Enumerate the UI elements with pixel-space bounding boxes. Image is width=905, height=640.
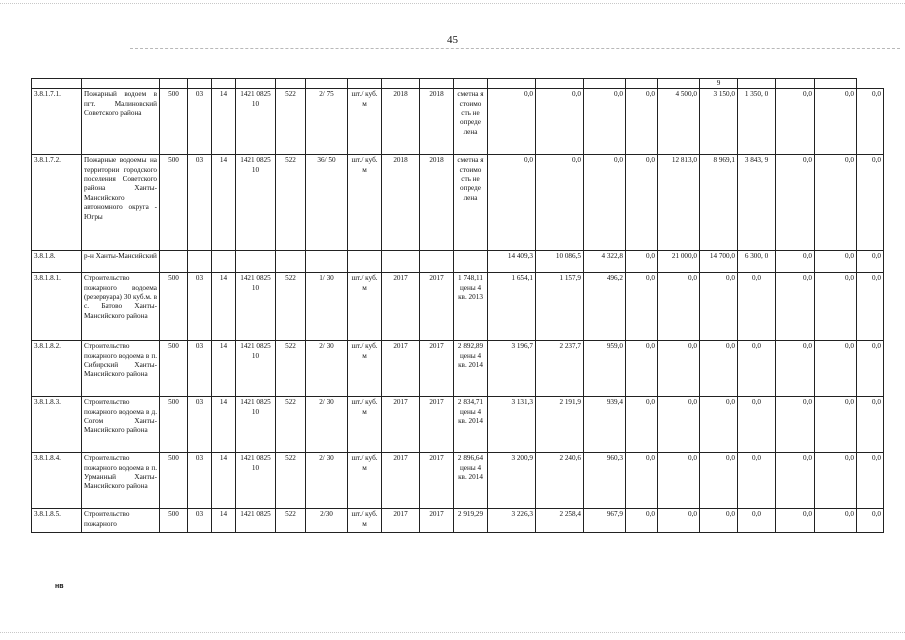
- row-value-cell: 2 237,7: [536, 341, 584, 397]
- row-value-cell: шт./ куб. м: [348, 397, 382, 453]
- row-value-cell: 2017: [382, 509, 420, 533]
- row-value-cell: шт./ куб. м: [348, 509, 382, 533]
- row-name-cell: Пожарный водоем в пгт. Малиновский Советского района: [82, 89, 160, 155]
- row-value-cell: 2 240,6: [536, 453, 584, 509]
- row-value-cell: 8 969,1: [700, 155, 738, 251]
- scan-bottom-edge: [0, 632, 905, 633]
- row-value-cell: 3 200,9: [488, 453, 536, 509]
- scan-top-edge: [0, 3, 905, 4]
- row-value-cell: 03: [188, 453, 212, 509]
- table-row: [32, 397, 884, 453]
- row-value-cell: 0,0: [658, 453, 700, 509]
- row-value-cell: 1 157,9: [536, 273, 584, 341]
- row-value-cell: 2017: [382, 273, 420, 341]
- row-value-cell: 2 919,29: [454, 509, 488, 533]
- row-name-cell: р-н Ханты-Мансийский: [82, 251, 160, 273]
- row-value-cell: 14: [212, 453, 236, 509]
- table-row: [32, 273, 884, 341]
- row-name-cell: Пожарные водоемы на территории городского поселения Советского района Ханты-Мансийского автономного округа - Югры: [82, 155, 160, 251]
- row-value-cell: 2 896,64 цены 4 кв. 2014: [454, 453, 488, 509]
- row-value-cell: 0,0: [857, 397, 884, 453]
- row-value-cell: 0,0: [815, 273, 857, 341]
- row-value-cell: 500: [160, 341, 188, 397]
- row-value-cell: 960,3: [584, 453, 626, 509]
- row-code-cell: 3.8.1.8.5.: [32, 509, 82, 533]
- row-value-cell: 0,0: [658, 397, 700, 453]
- row-value-cell: 2018: [382, 155, 420, 251]
- row-value-cell: 03: [188, 155, 212, 251]
- table-row: [32, 453, 884, 509]
- row-code-cell: 3.8.1.7.1.: [32, 89, 82, 155]
- row-value-cell: 0,0: [815, 397, 857, 453]
- row-value-cell: 14 409,3: [488, 251, 536, 273]
- row-value-cell: 2/ 30: [306, 397, 348, 453]
- row-value-cell: 0,0: [488, 155, 536, 251]
- budget-table: [31, 78, 884, 533]
- row-value-cell: 2018: [420, 89, 454, 155]
- row-value-cell: 500: [160, 509, 188, 533]
- row-value-cell: [382, 251, 420, 273]
- table-header-fragment: [32, 79, 884, 89]
- table-row: [32, 251, 884, 273]
- row-value-cell: 0,0: [626, 155, 658, 251]
- row-value-cell: 522: [276, 89, 306, 155]
- row-value-cell: 2018: [382, 89, 420, 155]
- row-value-cell: 2017: [420, 273, 454, 341]
- table-row: [32, 341, 884, 397]
- row-value-cell: 0,0: [857, 89, 884, 155]
- row-value-cell: 0,0: [738, 397, 776, 453]
- row-value-cell: 14: [212, 397, 236, 453]
- row-value-cell: шт./ куб. м: [348, 89, 382, 155]
- row-value-cell: сметна я стоимо сть не опреде лена: [454, 89, 488, 155]
- row-value-cell: 522: [276, 397, 306, 453]
- row-value-cell: 1421 0825 10: [236, 453, 276, 509]
- row-value-cell: [306, 251, 348, 273]
- row-value-cell: 03: [188, 397, 212, 453]
- footer-mark: нв: [55, 583, 64, 590]
- row-value-cell: 03: [188, 273, 212, 341]
- row-value-cell: 0,0: [700, 341, 738, 397]
- row-code-cell: 3.8.1.7.2.: [32, 155, 82, 251]
- row-value-cell: 0,0: [626, 273, 658, 341]
- row-name-cell: Строительство пожарного водоема (резервуара) 30 куб.м. в с. Батово Ханты-Мансийского района: [82, 273, 160, 341]
- row-value-cell: 0,0: [738, 273, 776, 341]
- row-value-cell: 0,0: [815, 341, 857, 397]
- row-value-cell: 0,0: [857, 453, 884, 509]
- row-value-cell: 2017: [420, 341, 454, 397]
- row-value-cell: 939,4: [584, 397, 626, 453]
- row-value-cell: 0,0: [738, 509, 776, 533]
- table-row: [32, 509, 884, 533]
- row-value-cell: 1 350, 0: [738, 89, 776, 155]
- row-value-cell: 0,0: [776, 341, 815, 397]
- row-value-cell: 0,0: [815, 453, 857, 509]
- row-value-cell: 0,0: [815, 509, 857, 533]
- row-value-cell: 2017: [420, 509, 454, 533]
- row-value-cell: 14: [212, 155, 236, 251]
- row-value-cell: 522: [276, 155, 306, 251]
- row-value-cell: 2 892,89 цены 4 кв. 2014: [454, 341, 488, 397]
- row-value-cell: 3 196,7: [488, 341, 536, 397]
- row-value-cell: 0,0: [738, 453, 776, 509]
- row-value-cell: 0,0: [815, 89, 857, 155]
- row-value-cell: 0,0: [626, 397, 658, 453]
- row-value-cell: 522: [276, 273, 306, 341]
- row-value-cell: 12 813,0: [658, 155, 700, 251]
- row-value-cell: 1421 0825 10: [236, 155, 276, 251]
- row-code-cell: 3.8.1.8.1.: [32, 273, 82, 341]
- row-value-cell: 0,0: [815, 155, 857, 251]
- row-value-cell: 2/ 75: [306, 89, 348, 155]
- row-value-cell: 1/ 30: [306, 273, 348, 341]
- row-value-cell: 0,0: [700, 509, 738, 533]
- row-value-cell: 0,0: [776, 251, 815, 273]
- row-name-cell: Строительство пожарного водоема в п. Урманный Ханты-Мансийского района: [82, 453, 160, 509]
- row-value-cell: 03: [188, 89, 212, 155]
- row-value-cell: 0,0: [857, 509, 884, 533]
- row-value-cell: 0,0: [700, 397, 738, 453]
- row-code-cell: 3.8.1.8.2.: [32, 341, 82, 397]
- row-value-cell: 500: [160, 453, 188, 509]
- row-value-cell: 0,0: [776, 453, 815, 509]
- row-value-cell: 0,0: [776, 397, 815, 453]
- row-value-cell: 0,0: [857, 155, 884, 251]
- row-value-cell: [236, 251, 276, 273]
- row-name-cell: Строительство пожарного: [82, 509, 160, 533]
- row-value-cell: 0,0: [738, 341, 776, 397]
- row-value-cell: 2 258,4: [536, 509, 584, 533]
- row-value-cell: 0,0: [776, 273, 815, 341]
- row-value-cell: 0,0: [658, 509, 700, 533]
- row-value-cell: 2017: [420, 453, 454, 509]
- row-value-cell: 0,0: [857, 251, 884, 273]
- row-value-cell: 2017: [420, 397, 454, 453]
- row-value-cell: 2 191,9: [536, 397, 584, 453]
- row-value-cell: 1 654,1: [488, 273, 536, 341]
- row-value-cell: 0,0: [626, 89, 658, 155]
- row-value-cell: 0,0: [857, 273, 884, 341]
- row-value-cell: 1421 0825 10: [236, 273, 276, 341]
- row-value-cell: 3 843, 9: [738, 155, 776, 251]
- row-value-cell: 1421 0825: [236, 509, 276, 533]
- row-value-cell: 6 300, 0: [738, 251, 776, 273]
- row-value-cell: 0,0: [626, 251, 658, 273]
- row-value-cell: шт./ куб. м: [348, 273, 382, 341]
- header-fragment-cell: 9: [700, 79, 738, 89]
- row-value-cell: шт./ куб. м: [348, 453, 382, 509]
- row-value-cell: 2 834,71 цены 4 кв. 2014: [454, 397, 488, 453]
- row-code-cell: 3.8.1.8.: [32, 251, 82, 273]
- row-code-cell: 3.8.1.8.4.: [32, 453, 82, 509]
- table-row: [32, 155, 884, 251]
- row-value-cell: 496,2: [584, 273, 626, 341]
- row-value-cell: 0,0: [488, 89, 536, 155]
- row-value-cell: 500: [160, 273, 188, 341]
- row-value-cell: 2/ 30: [306, 341, 348, 397]
- row-value-cell: 522: [276, 509, 306, 533]
- row-code-cell: 3.8.1.8.3.: [32, 397, 82, 453]
- row-value-cell: 0,0: [700, 273, 738, 341]
- row-value-cell: [420, 251, 454, 273]
- row-value-cell: 0,0: [536, 155, 584, 251]
- row-value-cell: 14 700,0: [700, 251, 738, 273]
- row-value-cell: [188, 251, 212, 273]
- row-value-cell: 03: [188, 509, 212, 533]
- row-value-cell: 0,0: [776, 155, 815, 251]
- row-value-cell: 4 322,8: [584, 251, 626, 273]
- row-value-cell: 2017: [382, 341, 420, 397]
- row-value-cell: 500: [160, 155, 188, 251]
- row-value-cell: 967,9: [584, 509, 626, 533]
- row-value-cell: 0,0: [584, 155, 626, 251]
- row-value-cell: [348, 251, 382, 273]
- row-value-cell: 1421 0825 10: [236, 397, 276, 453]
- row-value-cell: 0,0: [857, 341, 884, 397]
- row-value-cell: 14: [212, 341, 236, 397]
- row-value-cell: сметна я стоимо сть не опреде лена: [454, 155, 488, 251]
- row-value-cell: 0,0: [776, 509, 815, 533]
- row-value-cell: 522: [276, 453, 306, 509]
- row-value-cell: 0,0: [700, 453, 738, 509]
- row-value-cell: 500: [160, 397, 188, 453]
- row-value-cell: 3 226,3: [488, 509, 536, 533]
- row-value-cell: 4 500,0: [658, 89, 700, 155]
- row-value-cell: 500: [160, 89, 188, 155]
- row-value-cell: [160, 251, 188, 273]
- row-value-cell: 14: [212, 509, 236, 533]
- row-value-cell: 2017: [382, 397, 420, 453]
- row-value-cell: 0,0: [536, 89, 584, 155]
- row-value-cell: 0,0: [626, 509, 658, 533]
- row-value-cell: шт./ куб. м: [348, 155, 382, 251]
- row-value-cell: 0,0: [658, 341, 700, 397]
- row-value-cell: 21 000,0: [658, 251, 700, 273]
- row-value-cell: 3 131,3: [488, 397, 536, 453]
- page-number: 45: [447, 34, 458, 46]
- row-value-cell: 0,0: [658, 273, 700, 341]
- row-value-cell: 0,0: [815, 251, 857, 273]
- header-rule: [130, 48, 900, 49]
- row-value-cell: шт./ куб. м: [348, 341, 382, 397]
- row-value-cell: 2/30: [306, 509, 348, 533]
- row-value-cell: [454, 251, 488, 273]
- row-value-cell: 2/ 30: [306, 453, 348, 509]
- row-value-cell: 2018: [420, 155, 454, 251]
- row-value-cell: 36/ 50: [306, 155, 348, 251]
- row-value-cell: 1421 0825 10: [236, 341, 276, 397]
- row-value-cell: 1 748,11 цены 4 кв. 2013: [454, 273, 488, 341]
- row-name-cell: Строительство пожарного водоема в д. Согом Ханты-Мансийского района: [82, 397, 160, 453]
- row-name-cell: Строительство пожарного водоема в п. Сибирский Ханты-Мансийского района: [82, 341, 160, 397]
- row-value-cell: 3 150,0: [700, 89, 738, 155]
- row-value-cell: [276, 251, 306, 273]
- row-value-cell: 14: [212, 89, 236, 155]
- row-value-cell: 0,0: [584, 89, 626, 155]
- row-value-cell: 10 086,5: [536, 251, 584, 273]
- row-value-cell: 14: [212, 273, 236, 341]
- row-value-cell: 522: [276, 341, 306, 397]
- row-value-cell: 0,0: [776, 89, 815, 155]
- row-value-cell: 959,0: [584, 341, 626, 397]
- row-value-cell: [212, 251, 236, 273]
- row-value-cell: 03: [188, 341, 212, 397]
- row-value-cell: 1421 0825 10: [236, 89, 276, 155]
- row-value-cell: 2017: [382, 453, 420, 509]
- row-value-cell: 0,0: [626, 453, 658, 509]
- row-value-cell: 0,0: [626, 341, 658, 397]
- table-row: [32, 89, 884, 155]
